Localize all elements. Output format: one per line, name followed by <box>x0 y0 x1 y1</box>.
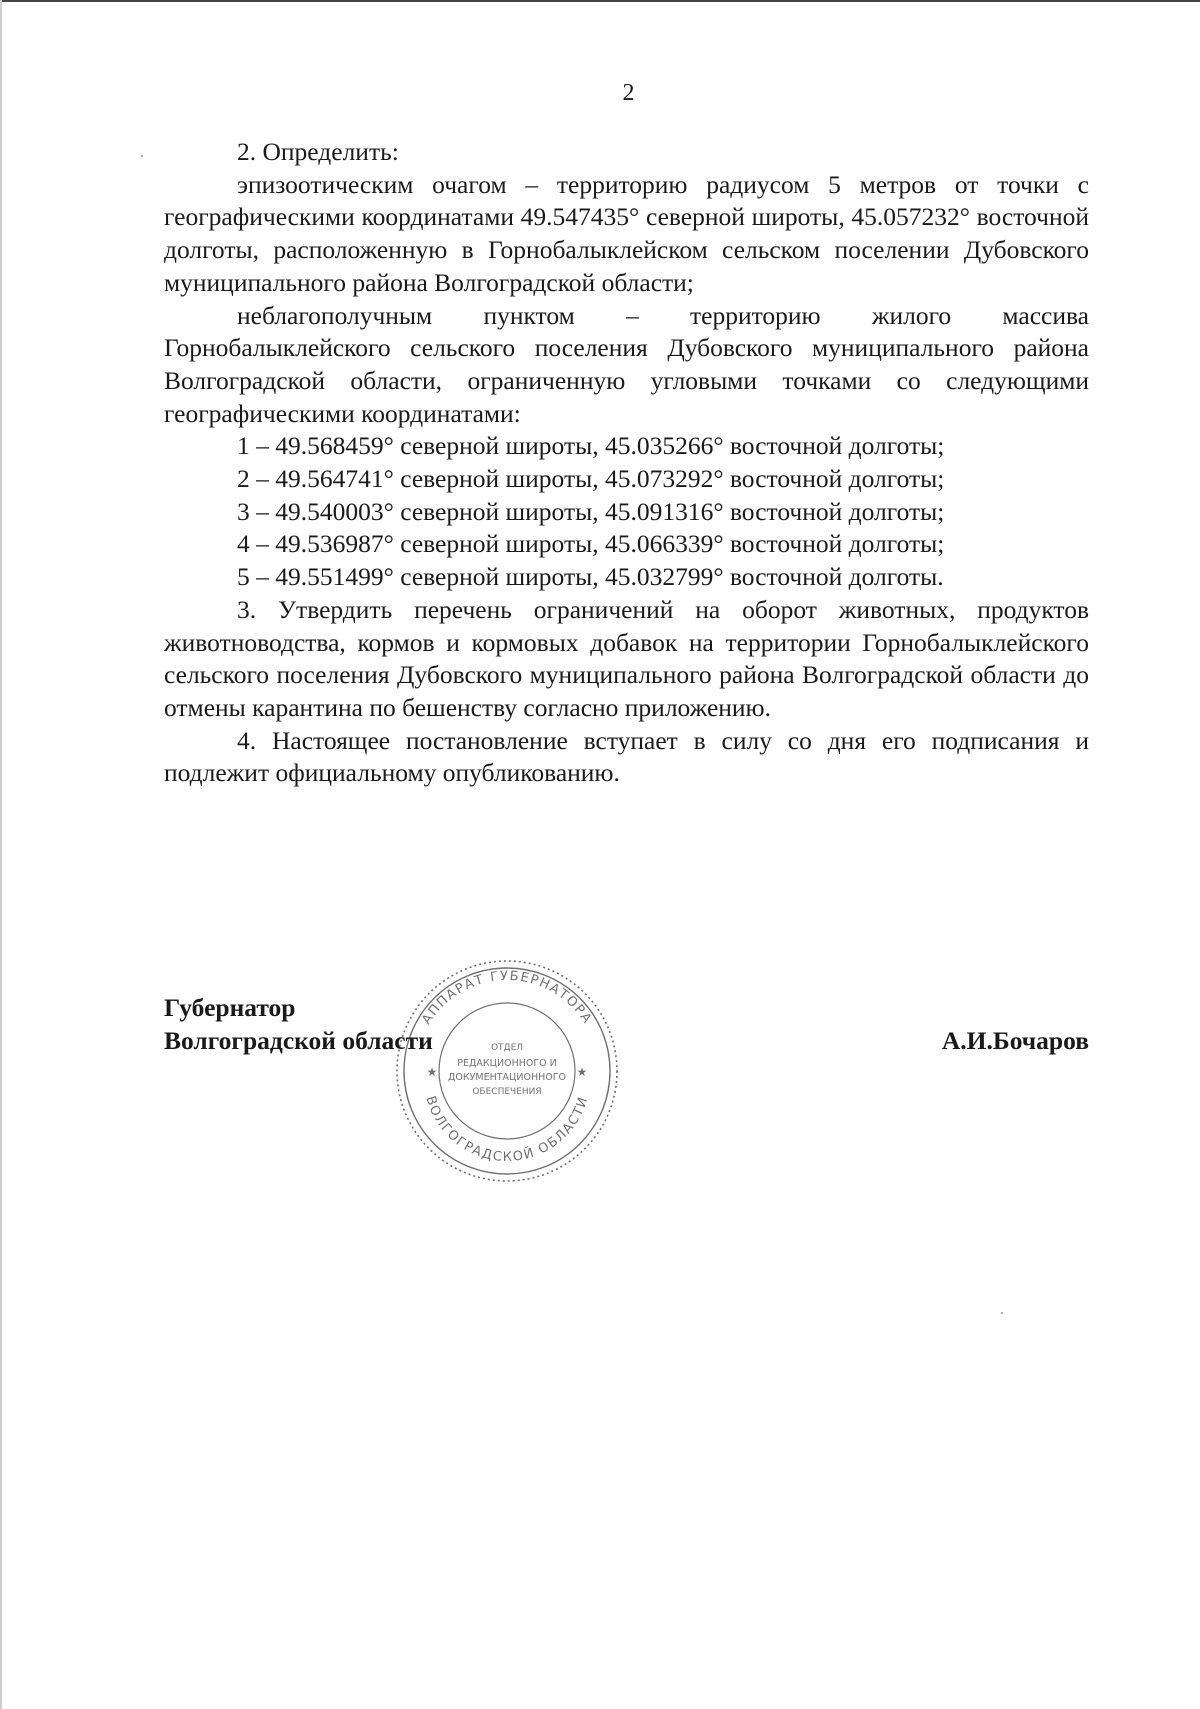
paragraph-epizootic-focus: эпизоотическим очагом – территорию радиусом 5 метров от точки с географическими координатами 49.547435° северной широты, 45.057232° восточной долготы, расположенную в Горнобалыклейском сельском поселении Дубовского муниципального района Волгоградской области; <box>164 169 1089 297</box>
seal-text-bottom: ВОЛГОГРАДСКОЙ ОБЛАСТИ <box>422 1094 592 1166</box>
page-number: 2 <box>622 80 635 106</box>
seal-star-left-icon: ★ <box>426 1065 438 1079</box>
paragraph-4-effective: 4. Настоящее постановление вступает в силу со дня его подписания и подлежит официальному опубликованию. <box>164 725 1089 788</box>
scan-top-border <box>0 0 1200 2</box>
seal-center-line-3: ДОКУМЕНТАЦИОННОГО <box>447 1072 567 1083</box>
seal-star-right-icon: ★ <box>576 1065 588 1079</box>
signatory-region: Волгоградской области <box>164 1025 433 1055</box>
signatory-position <box>164 992 433 1057</box>
signatory-title: Губернатор <box>164 993 296 1022</box>
svg-text:АППАРАТ ГУБЕРНАТОРА <box>419 969 595 1027</box>
coordinate-item-5: 5 – 49.551499° северной широты, 45.032799° восточной долготы. <box>237 562 944 592</box>
coordinate-item-2: 2 – 49.564741° северной широты, 45.073292° восточной долготы; <box>237 464 945 494</box>
seal-center-line-4: ОБЕСПЕЧЕНИЯ <box>472 1087 542 1097</box>
coordinate-item-4: 4 – 49.536987° северной широты, 45.066339° восточной долготы; <box>237 529 945 559</box>
coordinate-item-3: 3 – 49.540003° северной широты, 45.091316° восточной долготы; <box>237 496 945 526</box>
coordinate-item-1: 1 – 49.568459° северной широты, 45.035266° восточной долготы; <box>237 431 945 461</box>
paragraph-2-heading: 2. Определить: <box>237 137 399 166</box>
scan-left-border <box>0 0 2 1709</box>
seal-text-top: АППАРАТ ГУБЕРНАТОРА <box>419 968 595 1028</box>
scan-speck <box>1001 1312 1003 1314</box>
paragraph-3-restrictions: 3. Утвердить перечень ограничений на оборот животных, продуктов животноводства, кормов и кормовых добавок на территории Горнобалыклейского сельского поселения Дубовского муниципального района Волгоградской области до отмены карантина по бешенству согласно приложению. <box>164 594 1089 722</box>
document-body <box>164 136 1089 790</box>
seal-center-line-1: ОТДЕЛ <box>490 1043 524 1053</box>
seal-center-line-2: РЕДАКЦИОННОГО И <box>457 1058 557 1069</box>
paragraph-unfavorable-point: неблагополучным пунктом – территорию жилого массива Горнобалыклейского сельского поселения Дубовского муниципального района Волгоградской области, ограниченную угловыми точками со следующими географическими координатами: <box>164 300 1089 428</box>
scan-speck <box>141 155 143 157</box>
signatory-name: А.И.Бочаров <box>941 1026 1089 1055</box>
